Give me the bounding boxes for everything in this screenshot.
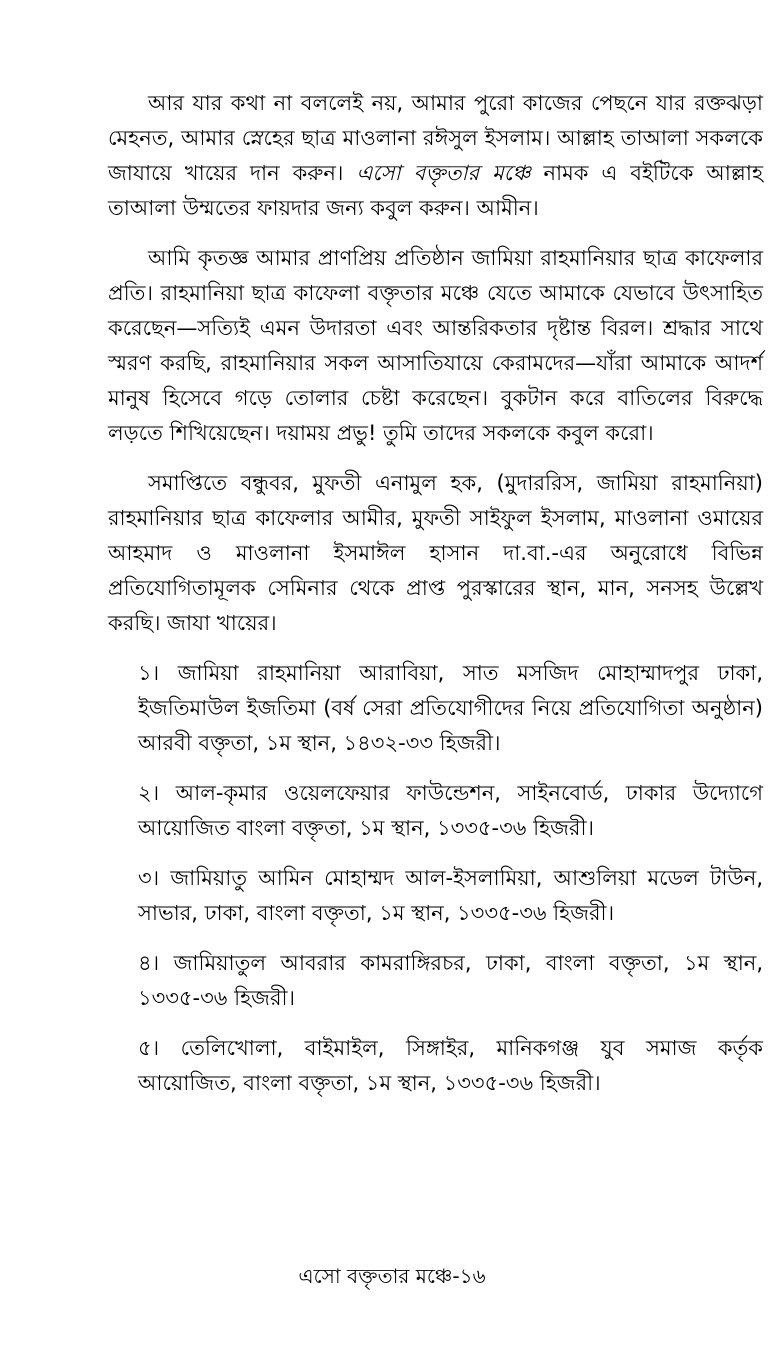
acknowledgement-paragraph bbox=[108, 86, 763, 226]
award-item: ৪। জামিয়াতুল আবরার কামরাঙ্গিরচর, ঢাকা, বাংলা বক্তৃতা, ১ম স্থান, ১৩৩৫-৩৬ হিজরী। bbox=[138, 951, 763, 1010]
book-title: এসো বক্তৃতার মঞ্চে bbox=[356, 161, 531, 185]
award-item: ১। জামিয়া রাহমানিয়া আরাবিয়া, সাত মসজিদ মোহাম্মাদপুর ঢাকা, ইজতিমাউল ইজতিমা (বর্ষ সেরা প্রতিযোগীদের নিয়ে প্রতিযোগিতা অনুষ্ঠান) আরবী বক্তৃতা, ১ম স্থান, ১৪৩২-৩৩ হিজরী। bbox=[138, 661, 763, 755]
page-footer: এসো বক্তৃতার মঞ্চে-১৬ bbox=[298, 1264, 486, 1288]
award-item: ৩। জামিয়াতু আমিন মোহাম্মদ আল-ইসলামিয়া, আশুলিয়া মডেল টাউন, সাভার, ঢাকা, বাংলা বক্তৃতা, ১ম স্থান, ১৩৩৫-৩৬ হিজরী। bbox=[138, 866, 763, 925]
acknowledgement-text-start: আর যার কথা না বললেই নয়, আমার পুরো কাজের পেছনে যার রক্তঝড়া মেহনত, আমার স্নেহের ছাত্র মাওলানা রঈসুল ইসলাম। আল্লাহ তাআলা সকলকে জাযায়ে খায়ের দান করুন। bbox=[108, 91, 763, 185]
awards-list bbox=[108, 656, 763, 1101]
award-item: ২। আল-কৃমার ওয়েলফেয়ার ফাউন্ডেশন, সাইনবোর্ড, ঢাকার উদ্যোগে আয়োজিত বাংলা বক্তৃতা, ১ম স্থান, ১৩৩৫-৩৬ হিজরী। bbox=[138, 781, 763, 840]
award-item: ৫। তেলিখোলা, বাইমাইল, সিঙ্গাইর, মানিকগঞ্জ যুব সমাজ কর্তৃক আয়োজিত, বাংলা বক্তৃতা, ১ম স্থান, ১৩৩৫-৩৬ হিজরী। bbox=[138, 1036, 763, 1095]
page-body bbox=[108, 86, 763, 1116]
gratitude-paragraph: আমি কৃতজ্ঞ আমার প্রাণপ্রিয় প্রতিষ্ঠান জামিয়া রাহমানিয়ার ছাত্র কাফেলার প্রতি। রাহমানিয়া ছাত্র কাফেলা বক্তৃতার মঞ্চে যেতে আমাকে যেভাবে উৎসাহিত করেছেন—সত্যিই এমন উদারতা এবং আন্তরিকতার দৃষ্টান্ত বিরল। শ্রদ্ধার সাথে স্মরণ করছি, রাহমানিয়ার সকল আসাতিযায়ে কেরামদের—যাঁরা আমাকে আদর্শ মানুষ হিসেবে গড়ে তোলার চেষ্টা করেছেন। বুকটান করে বাতিলের বিরুদ্ধে লড়তে শিখিয়েছেন। দয়াময় প্রভু! তুমি তাদের সকলকে কবুল করো। bbox=[108, 246, 763, 445]
closing-paragraph: সমাপ্তিতে বন্ধুবর, মুফতী এনামুল হক, (মুদাররিস, জামিয়া রাহমানিয়া) রাহমানিয়ার ছাত্র কাফেলার আমীর, মুফতী সাইফুল ইসলাম, মাওলানা ওমায়ের আহমাদ ও মাওলানা ইসমাঈল হাসান দা.বা.-এর অনুরোধে বিভিন্ন প্রতিযোগিতামূলক সেমিনার থেকে প্রাপ্ত পুরস্কারের স্থান, মান, সনসহ উল্লেখ করছি। জাযা খায়ের। bbox=[108, 471, 763, 635]
acknowledgement-text-end: নামক এ বইটিকে আল্লাহ তাআলা উম্মতের ফায়দার জন্য কবুল করুন। আমীন। bbox=[108, 161, 763, 220]
